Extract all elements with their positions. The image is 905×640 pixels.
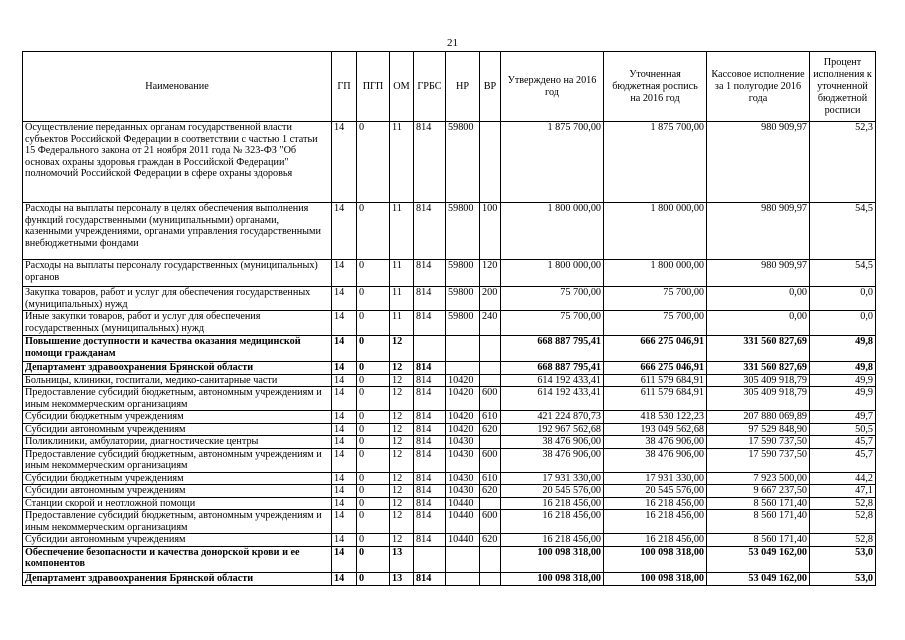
row-cash: 980 909,97: [707, 260, 810, 287]
row-cash: 53 049 162,00: [707, 572, 810, 585]
row-percent: 54,5: [810, 260, 876, 287]
row-gp: 14: [332, 485, 357, 498]
row-name: Закупка товаров, работ и услуг для обеспечения государственных (муниципальных) нужд: [23, 287, 332, 311]
row-om: 13: [390, 546, 414, 572]
row-gp: 14: [332, 411, 357, 424]
row-name: Больницы, клиники, госпитали, медико-санитарные части: [23, 374, 332, 387]
row-grbs: 814: [414, 423, 446, 436]
table-row: [23, 472, 876, 485]
row-gp: 14: [332, 374, 357, 387]
row-om: 12: [390, 387, 414, 411]
row-np: 10440: [446, 497, 480, 510]
row-grbs: 814: [414, 497, 446, 510]
header-percent: Процент исполнения к уточненной бюджетной росписи: [810, 52, 876, 122]
row-pgp: 0: [357, 572, 390, 585]
row-approved: 1 875 700,00: [501, 122, 604, 203]
row-om: 12: [390, 423, 414, 436]
row-np: 10420: [446, 423, 480, 436]
row-refined: 1 800 000,00: [604, 260, 707, 287]
row-grbs: 814: [414, 572, 446, 585]
table-row: [23, 485, 876, 498]
row-gp: 14: [332, 472, 357, 485]
row-percent: 52,8: [810, 497, 876, 510]
header-gp: ГП: [332, 52, 357, 122]
row-refined: 75 700,00: [604, 287, 707, 311]
row-pgp: 0: [357, 311, 390, 336]
row-np: [446, 336, 480, 362]
row-percent: 45,7: [810, 436, 876, 449]
row-percent: 49,7: [810, 411, 876, 424]
table-row: [23, 336, 876, 362]
row-pgp: 0: [357, 448, 390, 472]
row-refined: 666 275 046,91: [604, 336, 707, 362]
row-approved: 668 887 795,41: [501, 336, 604, 362]
row-name: Субсидии автономным учреждениям: [23, 423, 332, 436]
row-gp: 14: [332, 423, 357, 436]
row-name: Предоставление субсидий бюджетным, автономным учреждениям и иным некоммерческим организациям: [23, 510, 332, 534]
row-cash: 980 909,97: [707, 122, 810, 203]
row-name: Субсидии автономным учреждениям: [23, 485, 332, 498]
table-row: [23, 387, 876, 411]
table-row: [23, 572, 876, 585]
row-grbs: 814: [414, 311, 446, 336]
row-vr: 200: [480, 287, 501, 311]
row-vr: 240: [480, 311, 501, 336]
row-om: 12: [390, 472, 414, 485]
table-row: [23, 311, 876, 336]
row-cash: 331 560 827,69: [707, 336, 810, 362]
row-gp: 14: [332, 448, 357, 472]
row-vr: [480, 362, 501, 375]
row-cash: 207 880 069,89: [707, 411, 810, 424]
row-refined: 16 218 456,00: [604, 510, 707, 534]
row-vr: [480, 497, 501, 510]
row-grbs: [414, 336, 446, 362]
row-approved: 614 192 433,41: [501, 374, 604, 387]
row-np: 10420: [446, 374, 480, 387]
row-percent: 54,5: [810, 203, 876, 260]
row-om: 11: [390, 260, 414, 287]
row-om: 12: [390, 448, 414, 472]
table-row: [23, 423, 876, 436]
row-grbs: 814: [414, 472, 446, 485]
row-approved: 614 192 433,41: [501, 387, 604, 411]
table-row: [23, 287, 876, 311]
row-pgp: 0: [357, 436, 390, 449]
row-refined: 16 218 456,00: [604, 497, 707, 510]
header-pgp: ПГП: [357, 52, 390, 122]
row-pgp: 0: [357, 287, 390, 311]
row-approved: 16 218 456,00: [501, 510, 604, 534]
row-pgp: 0: [357, 510, 390, 534]
row-percent: 50,5: [810, 423, 876, 436]
row-refined: 418 530 122,23: [604, 411, 707, 424]
row-np: [446, 572, 480, 585]
row-grbs: 814: [414, 510, 446, 534]
row-percent: 44,2: [810, 472, 876, 485]
row-pgp: 0: [357, 411, 390, 424]
row-vr: 600: [480, 510, 501, 534]
row-approved: 668 887 795,41: [501, 362, 604, 375]
header-np: НР: [446, 52, 480, 122]
row-pgp: 0: [357, 260, 390, 287]
row-cash: 17 590 737,50: [707, 448, 810, 472]
row-refined: 38 476 906,00: [604, 448, 707, 472]
row-grbs: 814: [414, 448, 446, 472]
row-vr: [480, 122, 501, 203]
row-np: 10430: [446, 472, 480, 485]
row-grbs: 814: [414, 203, 446, 260]
row-vr: 120: [480, 260, 501, 287]
row-gp: 14: [332, 287, 357, 311]
row-pgp: 0: [357, 362, 390, 375]
row-cash: 17 590 737,50: [707, 436, 810, 449]
row-np: 10420: [446, 387, 480, 411]
row-pgp: 0: [357, 546, 390, 572]
row-grbs: [414, 546, 446, 572]
row-grbs: 814: [414, 260, 446, 287]
row-om: 12: [390, 374, 414, 387]
row-refined: 100 098 318,00: [604, 546, 707, 572]
row-grbs: 814: [414, 436, 446, 449]
row-approved: 75 700,00: [501, 311, 604, 336]
row-pgp: 0: [357, 374, 390, 387]
header-name: Наименование: [23, 52, 332, 122]
row-om: 13: [390, 572, 414, 585]
row-approved: 421 224 870,73: [501, 411, 604, 424]
row-np: [446, 546, 480, 572]
table-row: [23, 374, 876, 387]
row-percent: 49,9: [810, 387, 876, 411]
row-approved: 38 476 906,00: [501, 436, 604, 449]
row-refined: 611 579 684,91: [604, 387, 707, 411]
table-row: [23, 122, 876, 203]
row-name: Расходы на выплаты персоналу государственных (муниципальных) органов: [23, 260, 332, 287]
row-vr: 620: [480, 534, 501, 547]
row-om: 11: [390, 122, 414, 203]
row-pgp: 0: [357, 122, 390, 203]
row-name: Повышение доступности и качества оказания медицинской помощи гражданам: [23, 336, 332, 362]
table-row: [23, 510, 876, 534]
row-grbs: 814: [414, 534, 446, 547]
row-grbs: 814: [414, 374, 446, 387]
row-vr: 620: [480, 423, 501, 436]
row-name: Департамент здравоохранения Брянской области: [23, 572, 332, 585]
header-vr: ВР: [480, 52, 501, 122]
row-vr: 610: [480, 411, 501, 424]
row-om: 12: [390, 362, 414, 375]
row-pgp: 0: [357, 497, 390, 510]
row-cash: 0,00: [707, 287, 810, 311]
row-om: 11: [390, 311, 414, 336]
row-approved: 20 545 576,00: [501, 485, 604, 498]
row-approved: 16 218 456,00: [501, 534, 604, 547]
row-name: Предоставление субсидий бюджетным, автономным учреждениям и иным некоммерческим организациям: [23, 448, 332, 472]
row-percent: 49,9: [810, 374, 876, 387]
row-approved: 16 218 456,00: [501, 497, 604, 510]
row-cash: 980 909,97: [707, 203, 810, 260]
row-gp: 14: [332, 336, 357, 362]
row-om: 12: [390, 485, 414, 498]
row-grbs: 814: [414, 411, 446, 424]
row-np: 10420: [446, 411, 480, 424]
row-cash: 8 560 171,40: [707, 497, 810, 510]
row-om: 12: [390, 510, 414, 534]
row-approved: 192 967 562,68: [501, 423, 604, 436]
row-name: Предоставление субсидий бюджетным, автономным учреждениям и иным некоммерческим организациям: [23, 387, 332, 411]
row-grbs: 814: [414, 485, 446, 498]
row-vr: 610: [480, 472, 501, 485]
row-cash: 331 560 827,69: [707, 362, 810, 375]
row-om: 12: [390, 436, 414, 449]
row-grbs: 814: [414, 387, 446, 411]
row-percent: 49,8: [810, 336, 876, 362]
row-vr: [480, 374, 501, 387]
row-pgp: 0: [357, 203, 390, 260]
row-refined: 17 931 330,00: [604, 472, 707, 485]
row-cash: 0,00: [707, 311, 810, 336]
row-approved: 38 476 906,00: [501, 448, 604, 472]
row-name: Поликлиники, амбулатории, диагностические центры: [23, 436, 332, 449]
row-om: 12: [390, 534, 414, 547]
row-approved: 100 098 318,00: [501, 546, 604, 572]
row-name: Осуществление переданных органам государственной власти субъектов Российской Федерации в соответствии с частью 1 статьи 15 Федерального закона от 21 ноября 2011 года № 323-ФЗ "Об основах охраны здоровья граждан в Российской Федерации" полномочий Российской Федерации в сфере охраны здоровья: [23, 122, 332, 203]
row-approved: 1 800 000,00: [501, 203, 604, 260]
row-refined: 38 476 906,00: [604, 436, 707, 449]
row-gp: 14: [332, 534, 357, 547]
row-cash: 9 667 237,50: [707, 485, 810, 498]
row-refined: 20 545 576,00: [604, 485, 707, 498]
row-om: 12: [390, 411, 414, 424]
row-vr: [480, 336, 501, 362]
row-gp: 14: [332, 122, 357, 203]
row-pgp: 0: [357, 336, 390, 362]
row-gp: 14: [332, 260, 357, 287]
row-cash: 305 409 918,79: [707, 374, 810, 387]
table-row: [23, 534, 876, 547]
row-cash: 53 049 162,00: [707, 546, 810, 572]
row-pgp: 0: [357, 387, 390, 411]
row-vr: 620: [480, 485, 501, 498]
row-refined: 611 579 684,91: [604, 374, 707, 387]
row-om: 12: [390, 336, 414, 362]
row-percent: 47,1: [810, 485, 876, 498]
row-percent: 53,0: [810, 546, 876, 572]
table-row: [23, 203, 876, 260]
row-om: 11: [390, 287, 414, 311]
row-percent: 52,8: [810, 534, 876, 547]
row-cash: 97 529 848,90: [707, 423, 810, 436]
row-gp: 14: [332, 546, 357, 572]
row-percent: 0,0: [810, 311, 876, 336]
row-np: 59800: [446, 287, 480, 311]
row-name: Субсидии автономным учреждениям: [23, 534, 332, 547]
header-cash: Кассовое исполнение за 1 полугодие 2016 года: [707, 52, 810, 122]
row-cash: 8 560 171,40: [707, 510, 810, 534]
row-cash: 8 560 171,40: [707, 534, 810, 547]
table-row: [23, 546, 876, 572]
row-np: 59800: [446, 122, 480, 203]
row-cash: 305 409 918,79: [707, 387, 810, 411]
row-gp: 14: [332, 572, 357, 585]
row-cash: 7 923 500,00: [707, 472, 810, 485]
row-vr: 600: [480, 387, 501, 411]
table-body: [23, 122, 876, 586]
header-grbs: ГРБС: [414, 52, 446, 122]
row-vr: [480, 436, 501, 449]
row-name: Станции скорой и неотложной помощи: [23, 497, 332, 510]
header-approved: Утверждено на 2016 год: [501, 52, 604, 122]
row-np: [446, 362, 480, 375]
row-np: 10430: [446, 436, 480, 449]
row-gp: 14: [332, 203, 357, 260]
row-gp: 14: [332, 387, 357, 411]
row-name: Субсидии бюджетным учреждениям: [23, 472, 332, 485]
row-name: Расходы на выплаты персоналу в целях обеспечения выполнения функций государственными (муниципальными) органами, казенными учреждениями, органами управления государственными внебюджетными фондами: [23, 203, 332, 260]
row-approved: 75 700,00: [501, 287, 604, 311]
row-refined: 100 098 318,00: [604, 572, 707, 585]
table-row: [23, 362, 876, 375]
row-name: Департамент здравоохранения Брянской области: [23, 362, 332, 375]
row-vr: [480, 572, 501, 585]
row-gp: 14: [332, 510, 357, 534]
row-np: 10440: [446, 534, 480, 547]
page-number: 21: [447, 37, 458, 49]
row-percent: 0,0: [810, 287, 876, 311]
row-name: Обеспечение безопасности и качества донорской крови и ее компонентов: [23, 546, 332, 572]
row-percent: 49,8: [810, 362, 876, 375]
header-refined: Уточненная бюджетная роспись на 2016 год: [604, 52, 707, 122]
row-vr: [480, 546, 501, 572]
row-refined: 1 800 000,00: [604, 203, 707, 260]
table-row: [23, 411, 876, 424]
row-refined: 16 218 456,00: [604, 534, 707, 547]
row-np: 10440: [446, 510, 480, 534]
row-om: 12: [390, 497, 414, 510]
row-np: 59800: [446, 260, 480, 287]
row-refined: 666 275 046,91: [604, 362, 707, 375]
row-np: 59800: [446, 311, 480, 336]
row-pgp: 0: [357, 534, 390, 547]
row-approved: 100 098 318,00: [501, 572, 604, 585]
row-approved: 17 931 330,00: [501, 472, 604, 485]
row-np: 10430: [446, 485, 480, 498]
row-grbs: 814: [414, 287, 446, 311]
row-vr: 100: [480, 203, 501, 260]
row-percent: 52,8: [810, 510, 876, 534]
row-approved: 1 800 000,00: [501, 260, 604, 287]
row-gp: 14: [332, 436, 357, 449]
header-om: ОМ: [390, 52, 414, 122]
row-refined: 193 049 562,68: [604, 423, 707, 436]
table-row: [23, 497, 876, 510]
row-np: 10430: [446, 448, 480, 472]
table-row: [23, 260, 876, 287]
row-om: 11: [390, 203, 414, 260]
budget-execution-table: [22, 51, 876, 586]
row-name: Иные закупки товаров, работ и услуг для обеспечения государственных (муниципальных) нужд: [23, 311, 332, 336]
row-name: Субсидии бюджетным учреждениям: [23, 411, 332, 424]
row-gp: 14: [332, 362, 357, 375]
table-row: [23, 436, 876, 449]
row-refined: 75 700,00: [604, 311, 707, 336]
row-np: 59800: [446, 203, 480, 260]
row-gp: 14: [332, 497, 357, 510]
table-row: [23, 448, 876, 472]
table-header-row: [23, 52, 876, 122]
row-pgp: 0: [357, 423, 390, 436]
row-refined: 1 875 700,00: [604, 122, 707, 203]
row-gp: 14: [332, 311, 357, 336]
row-vr: 600: [480, 448, 501, 472]
row-pgp: 0: [357, 472, 390, 485]
row-pgp: 0: [357, 485, 390, 498]
row-grbs: 814: [414, 122, 446, 203]
row-percent: 45,7: [810, 448, 876, 472]
row-percent: 52,3: [810, 122, 876, 203]
row-percent: 53,0: [810, 572, 876, 585]
row-grbs: 814: [414, 362, 446, 375]
